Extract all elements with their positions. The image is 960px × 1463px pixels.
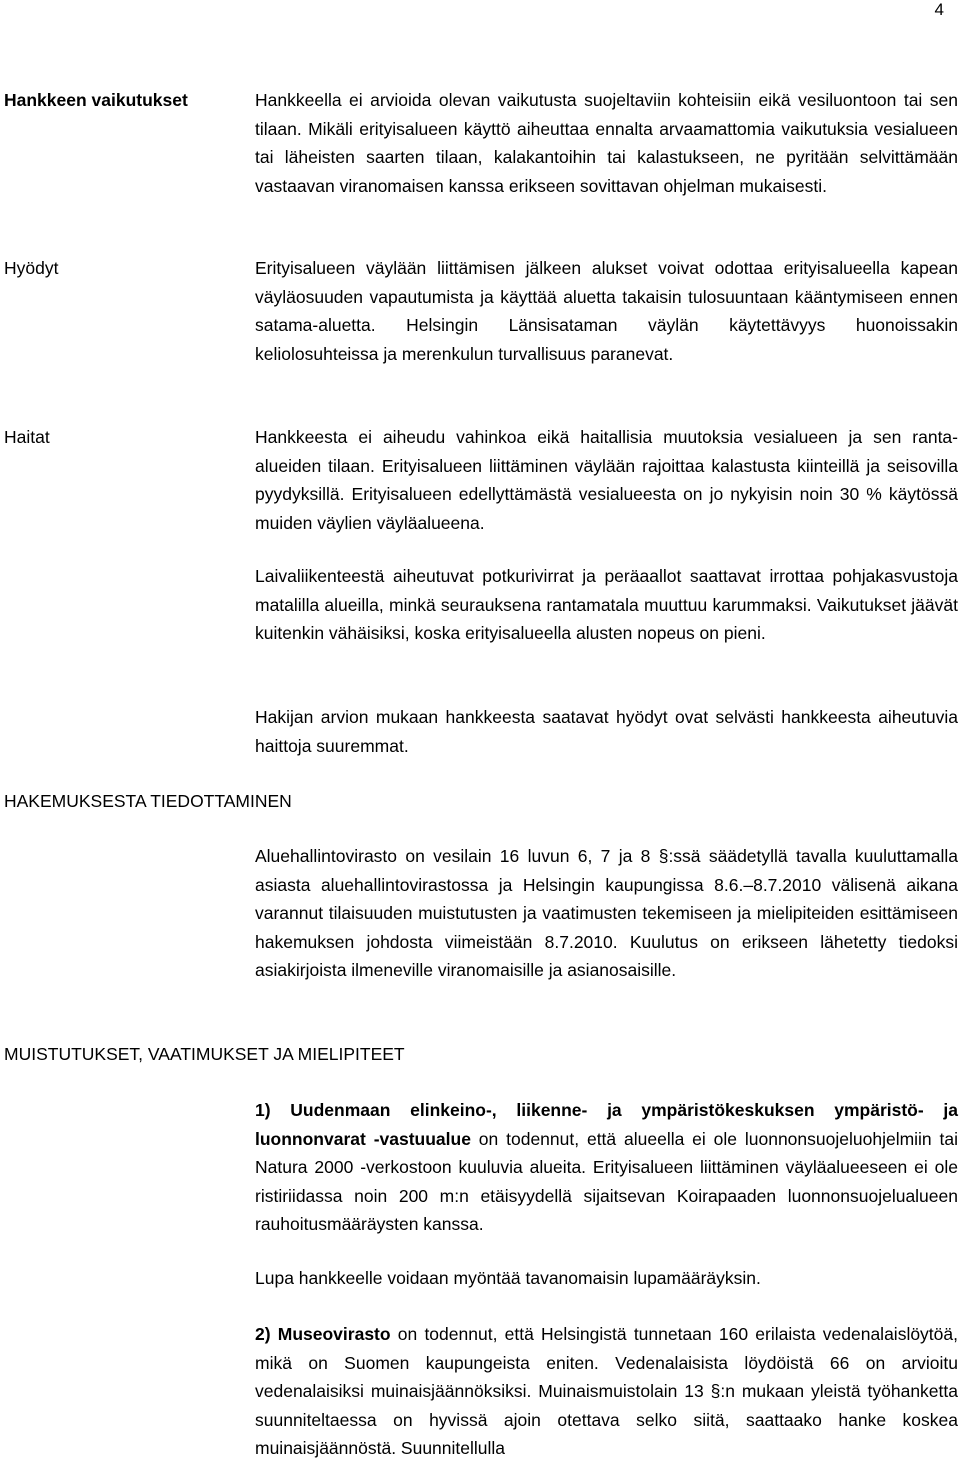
paragraph: Laivaliikenteestä aiheutuvat potkurivirrat ja peräaallot saattavat irrottaa pohjakasvustoja matalilla alueilla, minkä seurauksena rantamatala muuttuu karummaksi. Vaikutukset jäävät kuitenkin vähäisiksi, koska erityisalueella alusten nopeus on pieni. (255, 566, 958, 643)
paragraph: Hakijan arvion mukaan hankkeesta saatavat hyödyt ovat selvästi hankkeesta aiheutuvia haittoja suuremmat. (255, 707, 958, 756)
section-text-haitat (255, 423, 958, 537)
heading-tiedottaminen: HAKEMUKSESTA TIEDOTTAMINEN (4, 791, 292, 811)
heading-muistutukset: MUISTUTUKSET, VAATIMUKSET JA MIELIPITEET (4, 1044, 405, 1064)
section-text-item2 (255, 1320, 958, 1463)
section-label-hyodyt: Hyödyt (4, 258, 59, 278)
section-text-item1-2 (255, 1264, 958, 1293)
paragraph: Hankkeella ei arvioida olevan vaikutusta suojeltaviin kohteisiin eikä vesiluontoon tai sen tilaan. Mikäli erityisalueen käyttö aiheuttaa ennalta arvaamattomia vaikutuksia vesialueen tai läheisten saarten tilaan, kalakantoihin tai kalastukseen, ne pyritään selvittämään vastaavan viranomaisen kanssa erikseen sovittavan ohjelman mukaisesti. (255, 90, 958, 196)
section-text-haitat-3 (255, 703, 958, 760)
item1-title: 1) Uudenmaan elinkeino-, liikenne- ja ympäristökeskuksen ympäristö- ja luonnonvarat -vastuualue (255, 1100, 958, 1149)
section-label-vaikutukset: Hankkeen vaikutukset (4, 90, 188, 110)
paragraph (255, 1320, 958, 1463)
paragraph (255, 1096, 958, 1239)
paragraph: Erityisalueen väylään liittämisen jälkeen alukset voivat odottaa erityisalueella kapean väyläosuuden vapautumista ja käyttää aluetta takaisin tulosuuntaan kääntymiseen ennen satama-aluetta. Helsingin Länsisataman väylän käytettävyys huonoissakin keliolosuhteissa ja merenkulun turvallisuus paranevat. (255, 258, 958, 364)
paragraph: Lupa hankkeelle voidaan myöntää tavanomaisin lupamääräyksin. (255, 1268, 761, 1288)
section-text-item1 (255, 1096, 958, 1239)
section-text-hyodyt (255, 254, 958, 368)
paragraph: Aluehallintovirasto on vesilain 16 luvun 6, 7 ja 8 §:ssä säädetyllä tavalla kuuluttamalla asiasta aluehallintovirastossa ja Helsingin kaupungissa 8.6.–8.7.2010 välisenä aikana varannut tilaisuuden muistutusten ja vaatimusten tekemiseen ja mielipiteiden esittämiseen hakemuksen johdosta viimeistään 8.7.2010. Kuulutus on erikseen lähetetty tiedoksi asiakirjoista ilmeneville viranomaisille ja asianosaisille. (255, 846, 958, 980)
section-text-vaikutukset (255, 86, 958, 200)
page-number: 4 (934, 0, 944, 19)
item1-text: on todennut, että alueella ei ole luonnonsuojeluohjelmiin tai Natura 2000 -verkostoon kuuluvia alueita. Erityisalueen liittäminen väyläalueeseen ei ole ristiriidassa noin 200 m:n etäisyydellä sijaitsevan Koirapaaden luonnonsuojelualueen rauhoitusmääräysten kanssa. (255, 1128, 959, 1234)
section-text-tiedottaminen (255, 842, 958, 985)
paragraph: Hankkeesta ei aiheudu vahinkoa eikä haitallisia muutoksia vesialueen ja sen ranta-alueiden tilaan. Erityisalueen liittäminen väylään rajoittaa kalastusta kiinteillä ja seisovilla pyydyksillä. Erityisalueen edellyttämästä vesialueesta on jo nykyisin noin 30 % käytössä muiden väylien väyläalueena. (255, 427, 958, 533)
item2-text: on todennut, että Helsingistä tunnetaan 160 erilaista vedenalaislöytöä, mikä on Suomen kaupungeista eniten. Vedenalaisista löydöistä 66 on arvioitu vedenalaisiksi muinaisjäännöksiksi. Muinaismuistolain 13 §:n mukaan yleistä työhanketta suunniteltaessa on hyvissä ajoin otettava selko siitä, saattaako hanke koskea muinaisjäännöstä. Suunnitellulla (255, 1324, 958, 1458)
section-label-haitat: Haitat (4, 427, 50, 447)
item2-title: 2) Museovirasto (255, 1324, 391, 1344)
section-text-haitat-2 (255, 562, 958, 648)
